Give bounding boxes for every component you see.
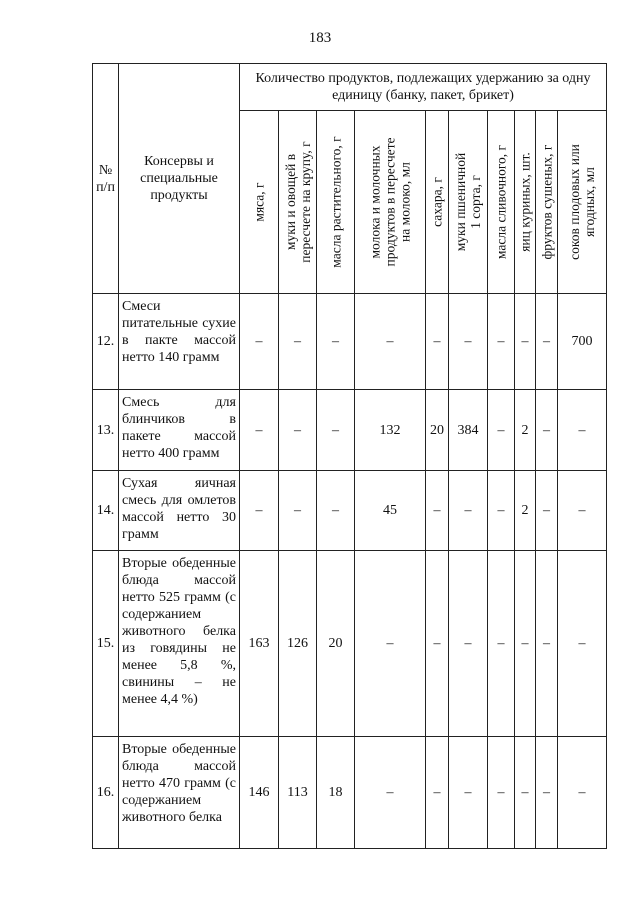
value-cell: – — [240, 294, 279, 390]
value-cell: – — [488, 471, 515, 551]
product-name: Сухая яичная смесь для омлетов массой нетто 30 грамм — [119, 471, 240, 551]
table-row — [93, 551, 607, 737]
header-col-8 — [515, 111, 536, 294]
header-col-5 — [426, 111, 449, 294]
value-cell: 18 — [317, 737, 355, 849]
value-cell: – — [317, 390, 355, 471]
value-cell: – — [558, 551, 607, 737]
header-col-7 — [488, 111, 515, 294]
value-cell: – — [488, 737, 515, 849]
header-col-label — [518, 152, 533, 252]
page-number: 183 — [308, 30, 332, 46]
value-cell: – — [536, 390, 558, 471]
value-cell: – — [426, 471, 449, 551]
header-col-label — [539, 145, 554, 260]
header-col-line: продуктов в пересчете — [382, 137, 398, 267]
value-cell: – — [536, 737, 558, 849]
value-cell: – — [240, 390, 279, 471]
value-cell: – — [317, 294, 355, 390]
products-table — [92, 63, 607, 849]
table-row — [93, 390, 607, 471]
header-col-line: масла растительного, г — [328, 136, 343, 268]
header-col-line: масла сливочного, г — [493, 144, 509, 260]
value-cell: – — [536, 471, 558, 551]
value-cell: 45 — [355, 471, 426, 551]
table-row — [93, 471, 607, 551]
header-col-label — [430, 177, 445, 227]
value-cell: – — [426, 294, 449, 390]
value-cell: 163 — [240, 551, 279, 737]
value-cell: 146 — [240, 737, 279, 849]
value-cell: – — [488, 390, 515, 471]
header-col-line: пересчете на крупу, г — [297, 141, 313, 263]
value-cell: – — [449, 551, 488, 737]
row-number: 12. — [93, 294, 119, 390]
header-col-label — [567, 144, 597, 260]
value-cell: 113 — [279, 737, 317, 849]
header-col-line: молока и молочных — [367, 145, 383, 259]
value-cell: – — [558, 737, 607, 849]
value-cell: 2 — [515, 471, 536, 551]
header-col-line: сахара, г — [429, 177, 445, 227]
value-cell: – — [279, 390, 317, 471]
header-col-1 — [240, 111, 279, 294]
product-name: Вторые обеденные блюда массой нетто 470 грамм (с содержанием животного белка — [119, 737, 240, 849]
value-cell: – — [515, 294, 536, 390]
value-cell: – — [449, 471, 488, 551]
header-group: Количество продуктов, подлежащих удержанию за одну единицу (банку, пакет, брикет) — [240, 64, 607, 111]
header-col-4 — [355, 111, 426, 294]
value-cell: – — [449, 737, 488, 849]
value-cell: – — [449, 294, 488, 390]
header-col-line: муки пшеничной — [453, 152, 468, 252]
value-cell: 132 — [355, 390, 426, 471]
header-col-line: соков плодовых или — [567, 144, 582, 260]
value-cell: – — [426, 551, 449, 737]
header-col-label — [283, 141, 313, 262]
header-col-6 — [449, 111, 488, 294]
header-col-line: 1 сорта, г — [468, 175, 483, 229]
header-col-2 — [279, 111, 317, 294]
header-col-line: ягодных, мл — [582, 167, 597, 237]
product-name: Смесь для блинчиков в пакете массой нетто 400 грамм — [119, 390, 240, 471]
header-col-label — [494, 145, 509, 259]
value-cell: – — [355, 737, 426, 849]
row-number: 14. — [93, 471, 119, 551]
row-number: 13. — [93, 390, 119, 471]
value-cell: 700 — [558, 294, 607, 390]
value-cell: – — [515, 551, 536, 737]
header-col-line: муки и овощей в — [282, 153, 298, 251]
value-cell: – — [317, 471, 355, 551]
value-cell: – — [488, 551, 515, 737]
header-row-1 — [93, 64, 607, 111]
row-number: 15. — [93, 551, 119, 737]
header-col-line: мяса, г — [251, 182, 267, 222]
value-cell: 20 — [317, 551, 355, 737]
value-cell: 384 — [449, 390, 488, 471]
value-cell: 2 — [515, 390, 536, 471]
value-cell: – — [558, 390, 607, 471]
product-name: Смеси питательные сухие в пакте массой нетто 140 грамм — [119, 294, 240, 390]
header-col-label — [453, 153, 483, 252]
header-col-10 — [558, 111, 607, 294]
header-col-label — [328, 136, 343, 267]
table-row — [93, 737, 607, 849]
value-cell: – — [488, 294, 515, 390]
header-num: № п/п — [93, 64, 119, 294]
header-col-9 — [536, 111, 558, 294]
value-cell: – — [279, 471, 317, 551]
value-cell: 126 — [279, 551, 317, 737]
value-cell: – — [536, 294, 558, 390]
header-col-label — [368, 138, 413, 267]
header-col-label — [252, 182, 267, 221]
value-cell: – — [536, 551, 558, 737]
header-col-line: фруктов сушеных, г — [539, 144, 554, 260]
value-cell: – — [515, 737, 536, 849]
row-number: 16. — [93, 737, 119, 849]
value-cell: – — [355, 551, 426, 737]
product-name: Вторые обеденные блюда массой нетто 525 грамм (с содержанием животного белка из говядины не менее 5,8 %, свинины – не менее 4,4 %) — [119, 551, 240, 737]
header-col-3 — [317, 111, 355, 294]
value-cell: – — [426, 737, 449, 849]
header-col-line: яиц куриных, шт. — [517, 152, 533, 252]
value-cell: 20 — [426, 390, 449, 471]
header-col-line: на молоко, мл — [397, 162, 413, 242]
value-cell: – — [558, 471, 607, 551]
value-cell: – — [279, 294, 317, 390]
value-cell: – — [355, 294, 426, 390]
table-row — [93, 294, 607, 390]
header-product: Консервы и специальные продукты — [119, 64, 240, 294]
value-cell: – — [240, 471, 279, 551]
